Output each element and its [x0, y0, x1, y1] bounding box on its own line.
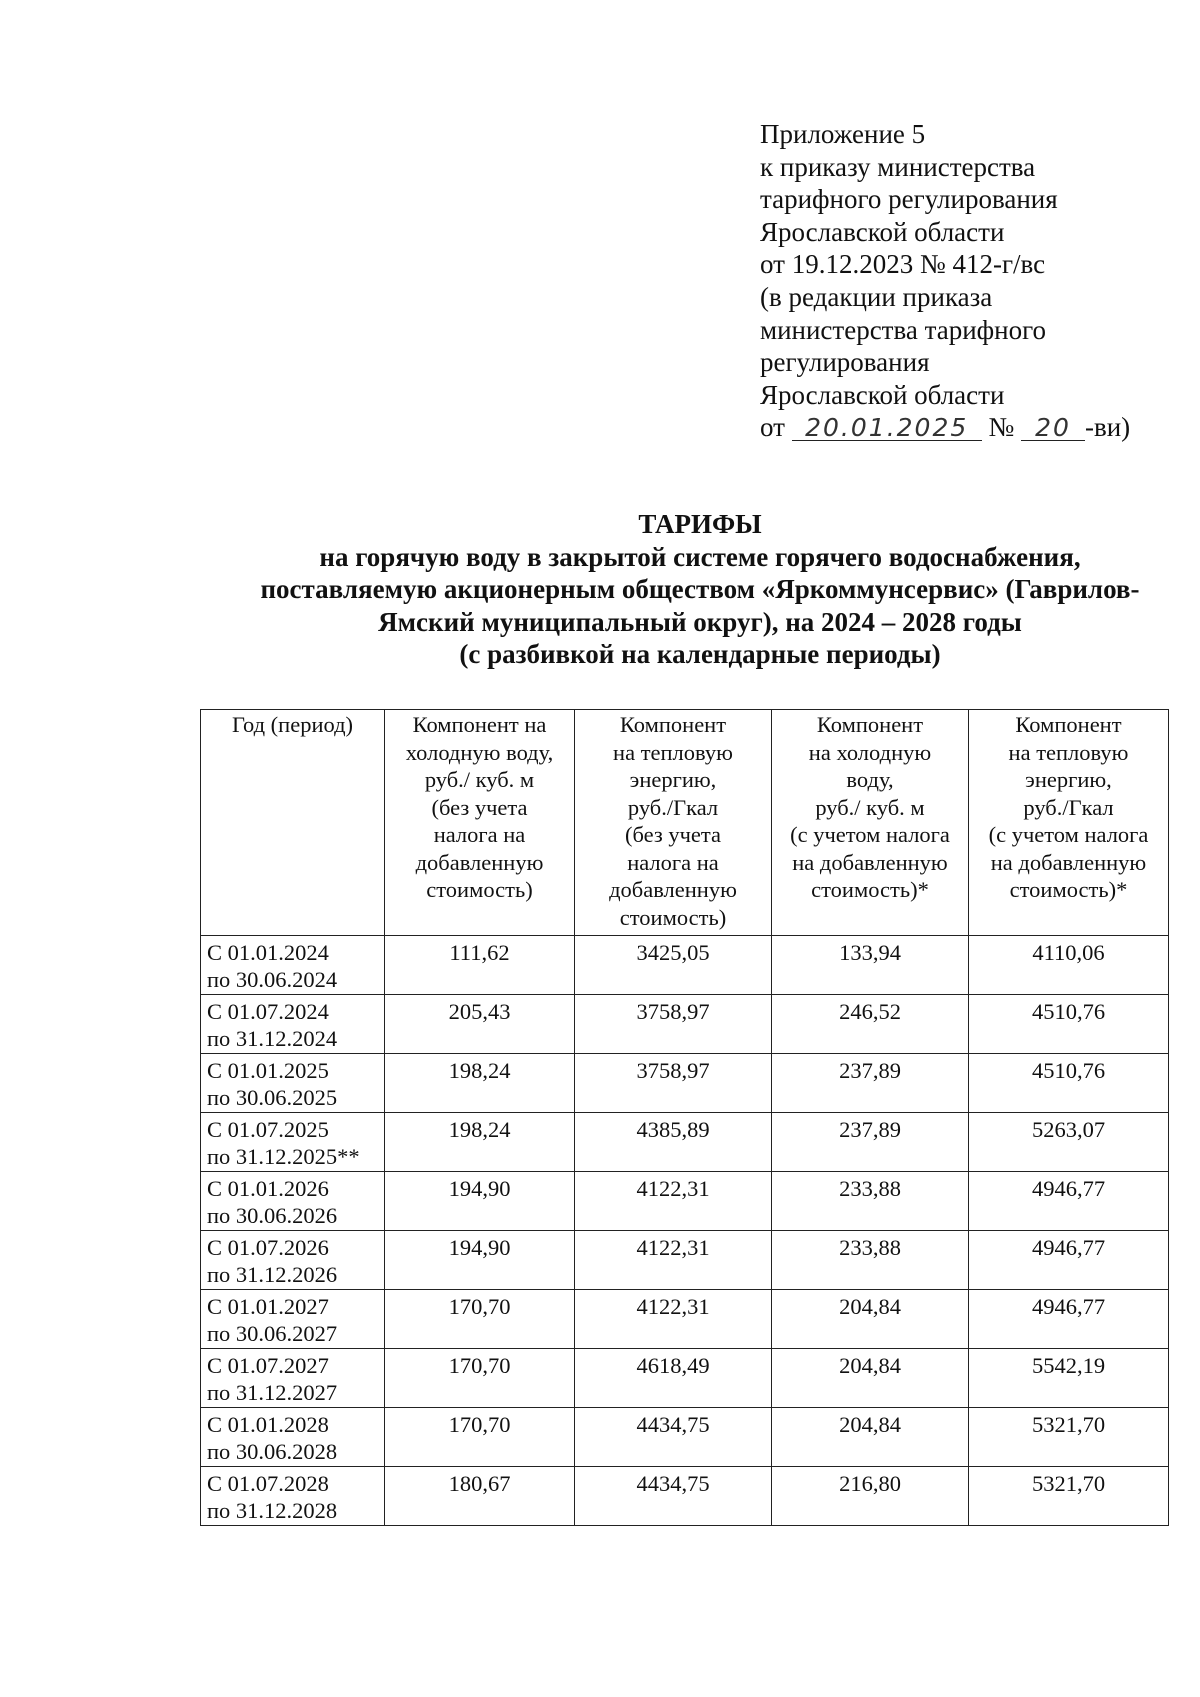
tariff-value-cell: 3758,97 [575, 995, 772, 1054]
tariff-table [200, 709, 1169, 1526]
column-header-line: налога на [433, 822, 526, 847]
period-cell [201, 936, 385, 995]
column-header-line: (с учетом налога [790, 822, 950, 847]
column-header-line: воду, [846, 767, 894, 792]
period-start: С 01.01.2024 [207, 940, 329, 965]
tariff-value-cell: 198,24 [385, 1054, 575, 1113]
period-start: С 01.07.2027 [207, 1353, 329, 1378]
period-end: по 31.12.2026 [207, 1262, 338, 1287]
period-cell [201, 1113, 385, 1172]
period-end: по 30.06.2027 [207, 1321, 338, 1346]
period-cell [201, 1231, 385, 1290]
tariff-value-cell: 233,88 [772, 1231, 969, 1290]
header-line: (в редакции приказа [760, 281, 993, 312]
amendment-date-line [760, 411, 1180, 444]
tariff-value-cell: 4946,77 [969, 1172, 1169, 1231]
header-line: Ярославской области [760, 379, 1005, 410]
table-row [201, 1054, 1169, 1113]
order-reference: от 19.12.2023 № 412-г/вс [760, 249, 1046, 280]
tariff-value-cell: 237,89 [772, 1113, 969, 1172]
column-header [575, 710, 772, 936]
tariff-value-cell: 205,43 [385, 995, 575, 1054]
tariff-value-cell: 4110,06 [969, 936, 1169, 995]
table-row [201, 1113, 1169, 1172]
column-header-line: (с учетом налога [988, 822, 1149, 847]
column-header-line: Компонент на [412, 712, 547, 737]
column-header-line: добавленную [609, 877, 737, 902]
tariff-value-cell: 4122,31 [575, 1172, 772, 1231]
column-header-line: Компонент [619, 712, 727, 737]
title-line: на горячую воду в закрытой системе горячего водоснабжения, [319, 541, 1081, 572]
tariff-value-cell: 204,84 [772, 1290, 969, 1349]
tariff-value-cell: 5542,19 [969, 1349, 1169, 1408]
period-end: по 30.06.2026 [207, 1203, 338, 1228]
column-header-line: добавленную [415, 849, 544, 875]
column-header-line: на добавленную [990, 849, 1147, 875]
tariff-value-cell: 4618,49 [575, 1349, 772, 1408]
tariff-value-cell: 198,24 [385, 1113, 575, 1172]
column-header [201, 710, 385, 936]
period-start: С 01.07.2028 [207, 1471, 329, 1496]
period-start: С 01.01.2026 [207, 1176, 329, 1201]
column-header-line: Год (период) [231, 712, 354, 737]
period-end: по 31.12.2024 [207, 1026, 338, 1051]
column-header-line: руб./ куб. м [815, 794, 925, 820]
column-header-line: налога на [627, 849, 719, 875]
tariff-value-cell: 4122,31 [575, 1231, 772, 1290]
period-end: по 31.12.2025** [207, 1144, 360, 1169]
table-body [201, 936, 1169, 1526]
period-end: по 30.06.2025 [207, 1085, 338, 1110]
table-row [201, 1172, 1169, 1231]
period-cell [201, 995, 385, 1054]
title-heading: ТАРИФЫ [638, 509, 762, 539]
period-start: С 01.01.2027 [207, 1294, 329, 1319]
column-header [772, 710, 969, 936]
tariff-value-cell: 170,70 [385, 1290, 575, 1349]
tariff-value-cell: 4946,77 [969, 1231, 1169, 1290]
column-header-line: (без учета [624, 822, 722, 847]
period-end: по 30.06.2024 [207, 967, 338, 992]
period-cell [201, 1349, 385, 1408]
tariff-value-cell: 111,62 [385, 936, 575, 995]
header-line: к приказу министерства [760, 151, 1036, 182]
tariff-value-cell: 4434,75 [575, 1467, 772, 1526]
column-header-line: Компонент [816, 712, 924, 737]
period-end: по 31.12.2027 [207, 1380, 338, 1405]
number-sign: № [988, 412, 1015, 443]
period-cell [201, 1054, 385, 1113]
tariff-value-cell: 4946,77 [969, 1290, 1169, 1349]
column-header-line: на холодную [808, 739, 932, 765]
table-row [201, 936, 1169, 995]
column-header-line: на тепловую [1008, 739, 1129, 765]
title-line: поставляемую акционерным обществом «Яркоммунсервис» (Гаврилов- [260, 574, 1140, 604]
table-row [201, 1408, 1169, 1467]
header-line: регулирования [760, 347, 930, 378]
tariff-value-cell: 170,70 [385, 1349, 575, 1408]
table-row [201, 995, 1169, 1054]
tariff-value-cell: 237,89 [772, 1054, 969, 1113]
tariff-value-cell: 204,84 [772, 1408, 969, 1467]
title-line: Ямский муниципальный округ), на 2024 – 2028 годы [378, 606, 1022, 637]
column-header-line: на тепловую [613, 739, 733, 765]
column-header [969, 710, 1169, 936]
tariff-value-cell: 170,70 [385, 1408, 575, 1467]
table-row [201, 1349, 1169, 1408]
header-line: Ярославской области [760, 216, 1005, 247]
period-cell [201, 1172, 385, 1231]
period-start: С 01.01.2028 [207, 1412, 329, 1437]
tariff-value-cell: 3425,05 [575, 936, 772, 995]
column-header [385, 710, 575, 936]
tariff-value-cell: 3758,97 [575, 1054, 772, 1113]
period-end: по 30.06.2028 [207, 1439, 338, 1464]
handwritten-number: 20 [1021, 416, 1085, 441]
tariff-value-cell: 5321,70 [969, 1408, 1169, 1467]
tariff-value-cell: 216,80 [772, 1467, 969, 1526]
period-start: С 01.07.2024 [207, 999, 329, 1024]
column-header-line: на добавленную [792, 849, 948, 875]
period-start: С 01.01.2025 [207, 1058, 329, 1083]
tariff-value-cell: 4510,76 [969, 995, 1169, 1054]
column-header-line: руб./Гкал [1023, 794, 1114, 820]
tariff-value-cell: 4434,75 [575, 1408, 772, 1467]
appendix-header [760, 118, 1180, 444]
column-header-line: руб./ куб. м [424, 767, 535, 792]
tariff-value-cell: 246,52 [772, 995, 969, 1054]
date-prefix: от [760, 412, 785, 443]
tariff-value-cell: 4385,89 [575, 1113, 772, 1172]
column-header-line: энергию, [629, 767, 717, 792]
tariff-value-cell: 5263,07 [969, 1113, 1169, 1172]
column-header-line: руб./Гкал [627, 794, 719, 820]
column-header-line: Компонент [1015, 712, 1122, 737]
period-start: С 01.07.2026 [207, 1235, 329, 1260]
column-header-line: стоимость) [619, 904, 727, 930]
table-row [201, 1467, 1169, 1526]
number-suffix: -ви) [1084, 412, 1131, 443]
period-cell [201, 1408, 385, 1467]
period-start: С 01.07.2025 [207, 1117, 329, 1142]
document-title [200, 508, 1200, 671]
tariff-value-cell: 204,84 [772, 1349, 969, 1408]
appendix-number: Приложение 5 [760, 119, 926, 149]
table-row [201, 1231, 1169, 1290]
period-cell [201, 1290, 385, 1349]
column-header-line: стоимость)* [811, 877, 929, 902]
tariff-value-cell: 194,90 [385, 1231, 575, 1290]
header-line: тарифного регулирования [760, 184, 1058, 215]
tariff-value-cell: 4122,31 [575, 1290, 772, 1349]
table-row [201, 1290, 1169, 1349]
table-header-row [201, 710, 1169, 936]
title-line: (с разбивкой на календарные периоды) [459, 639, 941, 669]
tariff-value-cell: 194,90 [385, 1172, 575, 1231]
tariff-value-cell: 5321,70 [969, 1467, 1169, 1526]
period-cell [201, 1467, 385, 1526]
tariff-value-cell: 180,67 [385, 1467, 575, 1526]
column-header-line: холодную воду, [405, 739, 554, 765]
period-end: по 31.12.2028 [207, 1498, 338, 1523]
tariff-value-cell: 4510,76 [969, 1054, 1169, 1113]
column-header-line: стоимость)* [1009, 877, 1128, 902]
column-header-line: (без учета [431, 794, 528, 820]
handwritten-date: 20.01.2025 [792, 416, 982, 441]
column-header-line: энергию, [1025, 767, 1112, 792]
header-line: министерства тарифного [760, 314, 1047, 345]
tariff-value-cell: 233,88 [772, 1172, 969, 1231]
tariff-value-cell: 133,94 [772, 936, 969, 995]
column-header-line: стоимость) [426, 877, 533, 902]
